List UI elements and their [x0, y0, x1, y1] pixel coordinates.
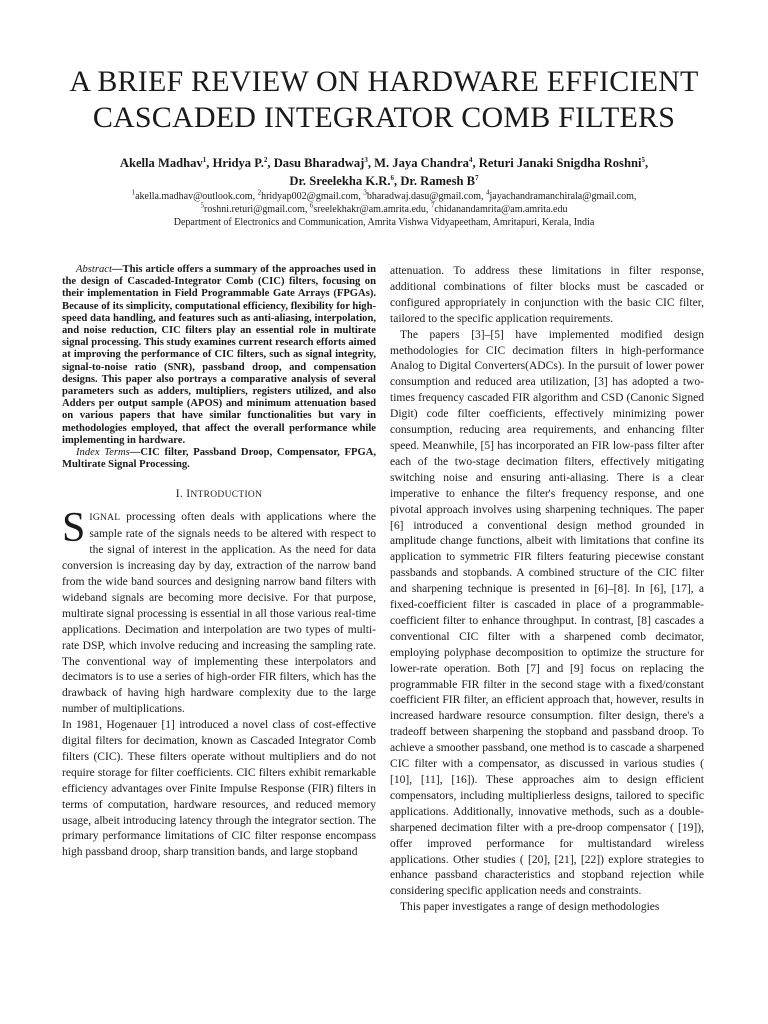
author-emails	[20, 190, 748, 229]
authors-line-1	[30, 154, 738, 172]
author-index: 3	[364, 155, 368, 164]
intro-paragraph-2: In 1981, Hogenauer [1] introduced a novel class of cost-effective digital filters for decimation, known as Cascaded Integrator Comb filters (CIC). These filters operate without multipliers and do not require storage for filter coefficients. CIC filters exhibit remarkable efficiency advantages over Finite Impulse Response (FIR) filters in terms of computation, hardware resources, and reduced memory usage, albeit introducing latency through the integrator section. The primary performance limitations of CIC filter response encompass high passband droop, sharp transition bands, and large stopband	[62, 719, 376, 859]
smallcaps-word: IGNAL	[89, 513, 121, 524]
intro-paragraph-1	[62, 505, 376, 718]
author-name: , Dr. Ramesh B	[394, 174, 476, 188]
author-name: , Returi Janaki Snigdha Roshni	[472, 156, 642, 170]
author-separator: ,	[644, 156, 649, 170]
title-line-2: CASCADED INTEGRATOR COMB FILTERS	[92, 101, 676, 134]
affiliation: Department of Electronics and Communication, Amrita Vishwa Vidyapeetham, Amritapuri, Kerala, India	[173, 217, 595, 228]
email: sreelekhakr@am.amrita.edu,	[313, 204, 431, 215]
email-index: 3	[363, 188, 367, 197]
email: chidanandamrita@am.amrita.edu	[434, 204, 568, 215]
author-index: 6	[390, 173, 395, 182]
email-index: 7	[430, 201, 435, 210]
index-terms	[62, 447, 376, 471]
right-column	[390, 264, 704, 916]
emails-line-2	[20, 203, 748, 216]
abstract-label: Abstract	[76, 264, 112, 275]
email-index: 1	[131, 188, 136, 197]
authors-line-2	[30, 172, 738, 190]
paragraph-text: processing often deals with applications where the sample rate of the signals needs to be altered with respect to the signal of interest in the application. As the need for data conversion is increasing day by day, extraction of the narrow band from the wide band sources and designing narrow band filters with wideband signals are becoming more decisive. For that purpose, multirate signal processing is essential in all those various real-time applications. Decimation and interpolation are two types of multi-rate DSP, which involve reducing and increasing the sampling rate. The conventional way of implementing these interpolators and decimators is to use a series of high-order FIR filters, which has the drawback of having high hardware complexity due to the large number of multiplications.	[62, 511, 376, 716]
email-index: 2	[257, 188, 262, 197]
author-index: 7	[475, 173, 479, 182]
abstract-text: —This article offers a summary of the approaches used in the design of Cascaded-Integrator Comb (CIC) filters, focusing on their implementation in Field Programmable Gate Arrays (FPGAs). Because of its simplicity, computational efficiency, flexibility for high-speed data handling, and features such as anti-aliasing, interpolation, and noise reduction, CIC filters play an essential role in multirate signal processing. This study examines current research efforts aimed at improving the performance of CIC filters, such as signal integrity, signal-to-noise ratio (SNR), passband droop, and compensation designs. This paper also portrays a comparative analysis of several parameters such as adders, multipliers, registers utilized, and also Adders per output sample (APOS) and minimum attenuation based on various papers that have similar functionalities but vary in methodologies employed, that affect the overall performance while implementing in hardware.	[62, 264, 376, 446]
index-terms-text: —CIC filter, Passband Droop, Compensator, FPGA, Multirate Signal Processing.	[62, 447, 376, 471]
right-paragraph-1: attenuation. To address these limitations in filter response, additional combinations of filter blocks must be cascaded or configured appropriately in conjunction with the basic CIC filter, tailored to the specific application requirements.	[390, 265, 704, 325]
section-title: NTRODUCTION	[190, 490, 263, 501]
email-index: 6	[309, 201, 314, 210]
abstract	[62, 264, 376, 447]
email-index: 4	[486, 188, 490, 197]
author-index: 2	[263, 155, 268, 164]
left-column	[62, 264, 376, 861]
drop-cap: S	[62, 505, 86, 552]
email: jayachandramanchirala@gmail.com,	[489, 191, 637, 202]
email: roshni.returi@gmail.com,	[204, 204, 310, 215]
author-index: 1	[202, 155, 207, 164]
author-index: 5	[641, 155, 645, 164]
email-index: 5	[200, 201, 205, 210]
email: hridyap002@gmail.com,	[261, 191, 364, 202]
author-name: , M. Jaya Chandra	[367, 156, 469, 170]
section-heading-introduction	[62, 487, 376, 504]
email: akella.madhav@outlook.com,	[135, 191, 258, 202]
section-number: I. I	[175, 488, 191, 501]
title-line-1: A BRIEF REVIEW ON HARDWARE EFFICIENT	[69, 65, 699, 98]
paper-title	[30, 64, 738, 136]
author-name: , Hridya P.	[206, 156, 264, 170]
author-name: Akella Madhav	[119, 156, 203, 170]
emails-line-1	[20, 190, 748, 203]
author-list	[30, 154, 738, 190]
author-name: , Dasu Bharadwaj	[267, 156, 365, 170]
email: bharadwaj.dasu@gmail.com,	[366, 191, 487, 202]
author-index: 4	[468, 155, 473, 164]
right-paragraph-2: The papers [3]–[5] have implemented modified design methodologies for CIC decimation filters in high-performance Analog to Digital Converters(ADCs). In the pursuit of lower power consumption and reduced area utilization, [3] has adopted a two-times frequency cascaded FIR algorithm and CSD (Canonic Signed Digit) code filter coefficients, effectively minimizing power consumption, reducing area requirements, and enhancing filter speed. Meanwhile, [5] has incorporated an FIR low-pass filter after each of the two-stage decimation filters, effectively mitigating switching noise and ensuring anti-aliasing. There is a clear imperative to enhance the filter's frequency response, and one pivotal approach involves using sharpening techniques. The paper [6] introduced a conventional design method grounded in amplitude change functions, albeit with limitations that confine its application to symmetric FIR filters featuring piecewise constant passbands and stopbands. A combined structure of the CIC filter and sharpening technique is presented in [6]–[8]. In [6], [17], a fixed-coefficient filter is cascaded in place of a programmable-coefficient filter to enhance throughput. In contrast, [8] cascades a conventional CIC filter with a sharpened comb decimator, employing polyphase decomposition to optimize the structure for lower-rate operation. Both [7] and [9] focus on replacing the programmable FIR filter in the second stage with a fixed/constant coefficient FIR filter, an efficient approach that, however, results in increased hardware resource consumption. filter design, there's a tradeoff between sharpening the stopband and passband droop. To achieve a smoother passband, one method is to cascade a sharpened CIC filter with a compensator, as discussed in various studies ( [10], [11], [16]). These approaches aim to design efficient compensators, including multiplierless designs, tailored to specific applications. Additionally, innovative methods, such as a double-sharpened decimation filter with a pre-droop compensator ( [19]), offer improved performance for multistandard wireless applications. Other studies ( [20], [21], [22]) explore strategies to enhance passband characteristics and stopband rejection while considering specific application needs and constraints.	[390, 328, 704, 898]
right-paragraph-3: This paper investigates a range of design methodologies	[400, 901, 660, 914]
index-terms-label: Index Terms	[76, 447, 130, 459]
author-name: Dr. Sreelekha K.R.	[289, 174, 391, 188]
